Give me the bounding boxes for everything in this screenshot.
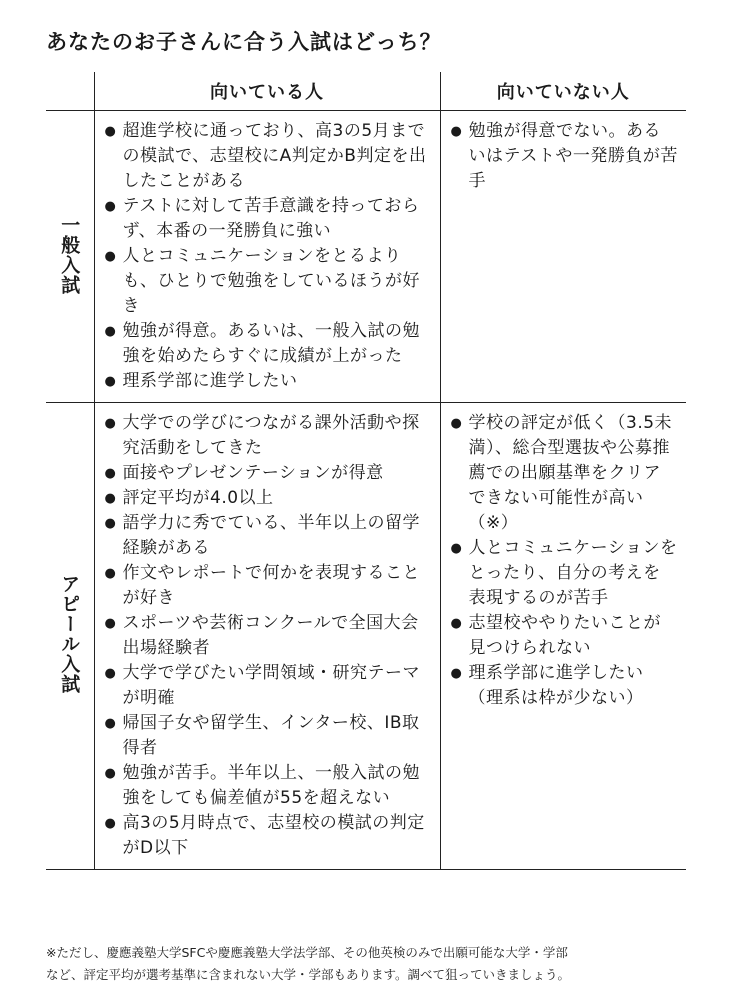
row-appeal-exam xyxy=(46,403,686,870)
list-item: ● 評定平均が4.0以上 xyxy=(105,486,432,511)
suitable-list xyxy=(95,111,440,402)
footnote-line: など、評定平均が選考基準に含まれない大学・学部もあります。調べて狙っていきましょう。 xyxy=(46,967,571,982)
list-item: ● 高3の5月時点で、志望校の模試の判定がD以下 xyxy=(105,811,432,861)
row-general-exam xyxy=(46,111,686,403)
column-header-suitable: 向いている人 xyxy=(94,72,440,111)
list-item: ● 人とコミュニケーションをとるよりも、ひとりで勉強をしているほうが好き xyxy=(105,244,432,319)
list-item: ● テストに対して苦手意識を持っておらず、本番の一発勝負に強い xyxy=(105,194,432,244)
unsuitable-cell xyxy=(440,111,686,403)
list-item: ● 理系学部に進学したい xyxy=(105,369,432,394)
comparison-table xyxy=(46,72,686,870)
page-title: あなたのお子さんに合う入試はどっち？ xyxy=(46,30,442,54)
row-label-cell xyxy=(46,111,94,403)
unsuitable-cell xyxy=(440,403,686,870)
suitable-cell xyxy=(94,111,440,403)
list-item: ● 理系学部に進学したい（理系は枠が少ない） xyxy=(451,661,679,711)
list-item: ● 勉強が苦手。半年以上、一般入試の勉強をしても偏差値が55を超えない xyxy=(105,761,432,811)
row-label-appeal-exam: アピール入試 xyxy=(58,574,81,694)
list-item: ● 面接やプレゼンテーションが得意 xyxy=(105,461,432,486)
list-item: ● 大学で学びたい学問領域・研究テーマが明確 xyxy=(105,661,432,711)
footnote xyxy=(46,942,706,986)
header-row xyxy=(46,72,686,111)
list-item: ● スポーツや芸術コンクールで全国大会出場経験者 xyxy=(105,611,432,661)
list-item: ● 語学力に秀でている、半年以上の留学経験がある xyxy=(105,511,432,561)
list-item: ● 志望校ややりたいことが見つけられない xyxy=(451,611,679,661)
suitable-cell xyxy=(94,403,440,870)
row-label-cell xyxy=(46,403,94,870)
corner-cell xyxy=(46,72,94,111)
list-item: ● 学校の評定が低く（3.5未満）、総合型選抜や公募推薦での出願基準をクリアできない可能性が高い（※） xyxy=(451,411,679,536)
list-item: ● 人とコミュニケーションをとったり、自分の考えを表現するのが苦手 xyxy=(451,536,679,611)
suitable-list xyxy=(95,403,440,869)
list-item: ● 超進学校に通っており、高3の5月までの模試で、志望校にA判定かB判定を出したことがある xyxy=(105,119,432,194)
row-label-general-exam: 一般入試 xyxy=(58,214,81,295)
list-item: ● 勉強が得意。あるいは、一般入試の勉強を始めたらすぐに成績が上がった xyxy=(105,319,432,369)
unsuitable-list xyxy=(441,403,687,719)
column-header-unsuitable: 向いていない人 xyxy=(440,72,686,111)
list-item: ● 勉強が得意でない。あるいはテストや一発勝負が苦手 xyxy=(451,119,679,194)
footnote-line: ※ただし、慶應義塾大学SFCや慶應義塾大学法学部、その他英検のみで出願可能な大学・学部 xyxy=(46,945,568,960)
unsuitable-list xyxy=(441,111,687,202)
list-item: ● 作文やレポートで何かを表現することが好き xyxy=(105,561,432,611)
list-item: ● 帰国子女や留学生、インター校、IB取得者 xyxy=(105,711,432,761)
list-item: ● 大学での学びにつながる課外活動や探究活動をしてきた xyxy=(105,411,432,461)
